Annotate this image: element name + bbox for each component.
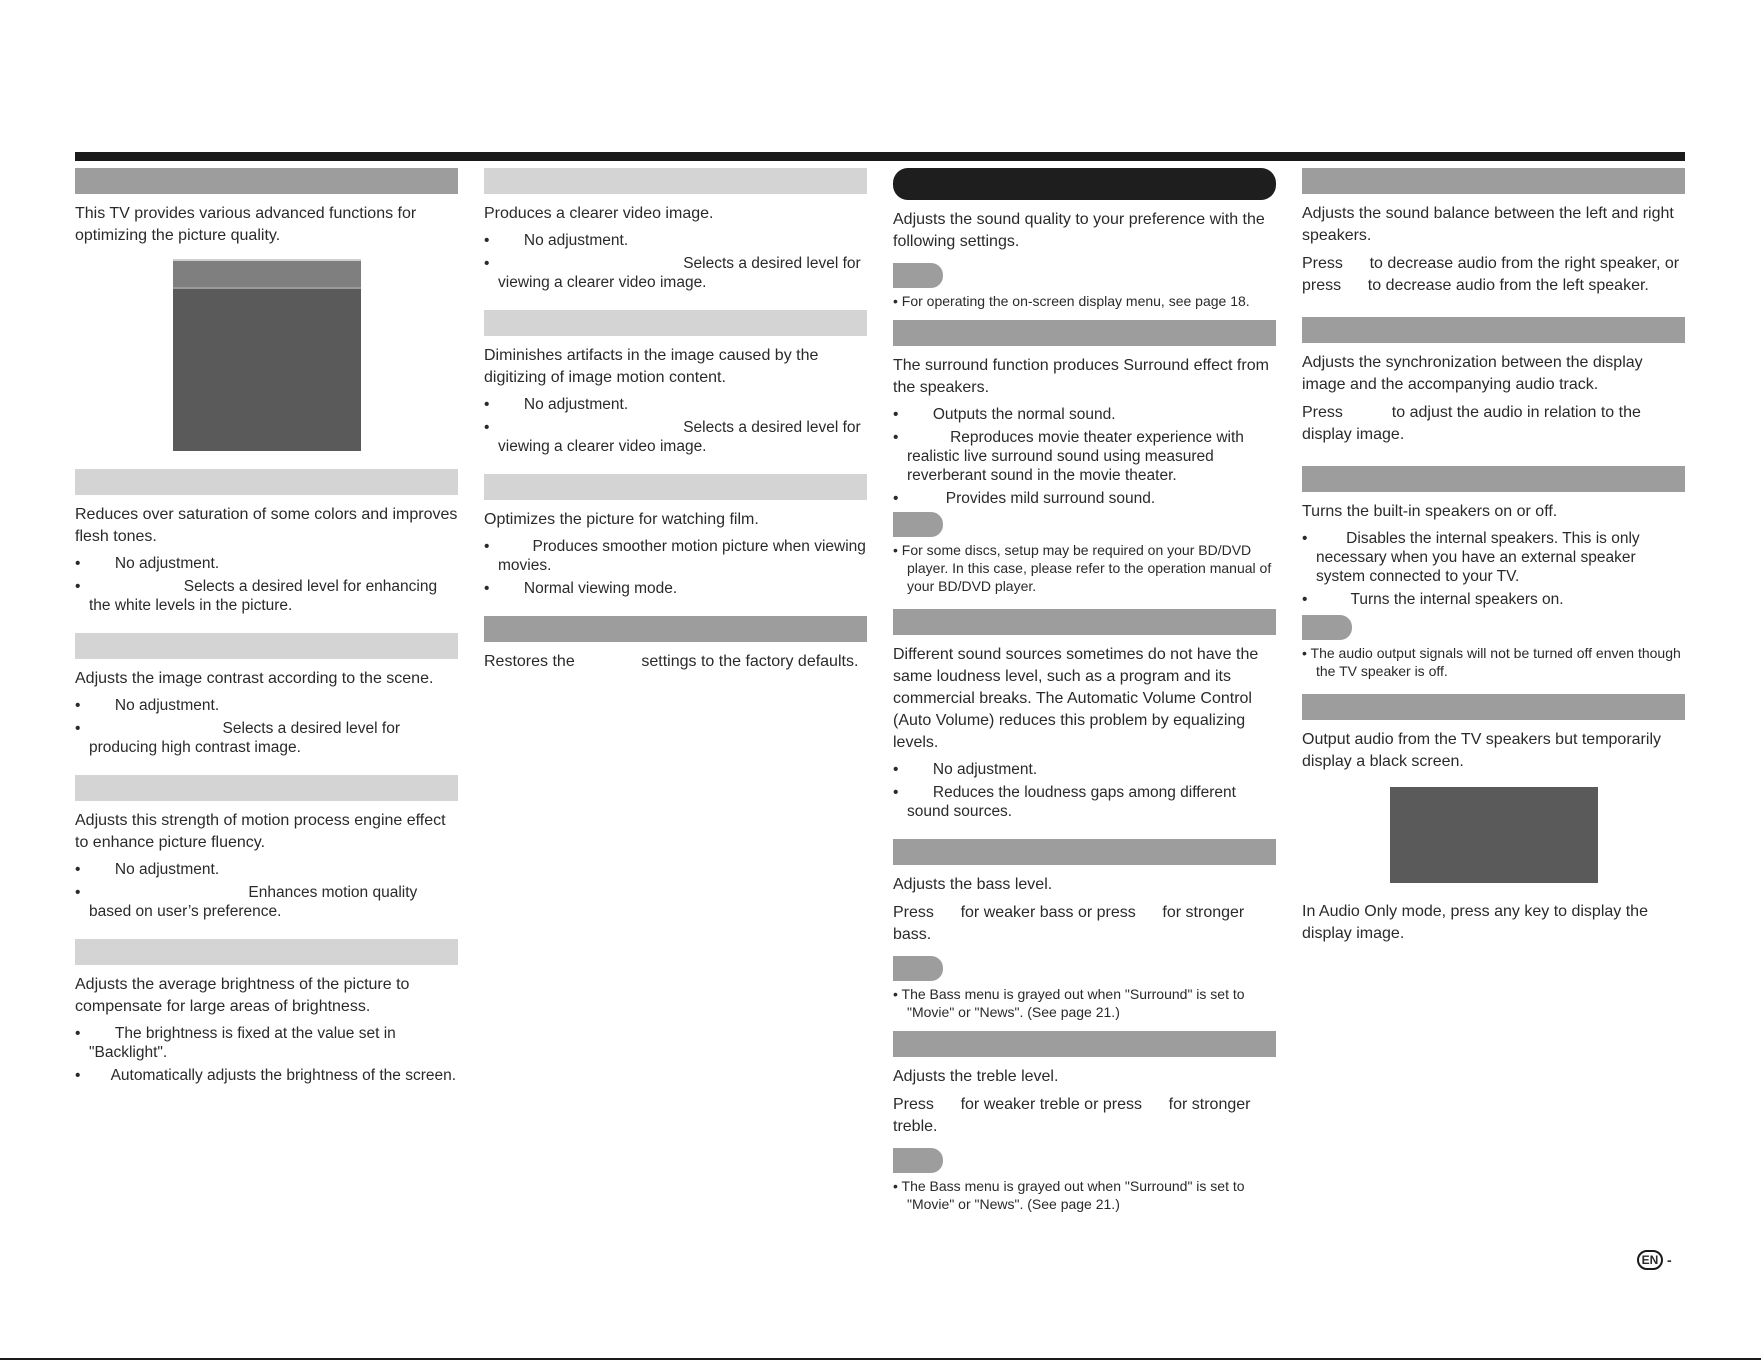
section-text: In Audio Only mode, press any key to display the display image. [1302,903,1648,942]
column-3 [893,168,1276,1217]
column-2 [484,168,867,679]
bullet-item: • No adjustment. [75,861,220,878]
bullet-item: • Selects a desired level for enhancing the white levels in the picture. [75,578,438,614]
section-header-bar [484,310,867,336]
bullet-item: • No adjustment. [75,697,220,714]
section-header-bar [75,168,458,194]
section-text: Turns the built-in speakers on or off. [1302,503,1558,520]
intro-text: Adjusts the sound quality to your preference with the following settings. [893,211,1265,250]
bullet-item: • Enhances motion quality based on user’s preference. [75,884,418,920]
bullet-item: • No adjustment. [484,232,629,249]
menu-illustration [173,259,361,451]
note-text: • The Bass menu is grayed out when "Surround" is set to "Movie" or "News". (See page 21.) [893,986,1245,1020]
section-text: Adjusts the average brightness of the picture to compensate for large areas of brightness. [75,976,410,1015]
section-text: Optimizes the picture for watching film. [484,511,759,528]
section-text: Produces a clearer video image. [484,205,714,222]
section-header-bar [893,609,1276,635]
bullet-item: • Normal viewing mode. [484,580,678,597]
section-text: Adjusts the sound balance between the left and right speakers. [1302,205,1674,244]
note-tag [893,512,943,537]
column-1 [75,168,458,1089]
bullet-item: • Selects a desired level for producing high contrast image. [75,720,401,756]
section-header-bar [893,1031,1276,1057]
bullet-item: • Produces smoother motion picture when viewing movies. [484,538,866,574]
bullet-item: • Selects a desired level for viewing a clearer video image. [484,419,861,455]
bullet-item: • No adjustment. [484,396,629,413]
section-header-bar [75,469,458,495]
section-text: Press to adjust the audio in relation to the display image. [1302,404,1641,443]
note-tag [1302,615,1352,640]
bullet-item: • Outputs the normal sound. [893,406,1116,423]
section-text: Adjusts this strength of motion process engine effect to enhance picture fluency. [75,812,446,851]
note-text: • For operating the on-screen display menu, see page 18. [893,293,1250,309]
bullet-item: • Reduces the loudness gaps among different sound sources. [893,784,1236,820]
section-text: Diminishes artifacts in the image caused by the digitizing of image motion content. [484,347,819,386]
chapter-header-pill [893,168,1276,200]
section-header-bar [1302,694,1685,720]
bullet-item: • Disables the internal speakers. This is only necessary when you have an external speaker system connected to your TV. [1302,530,1640,585]
bullet-item: • Selects a desired level for viewing a clearer video image. [484,255,861,291]
top-rule [75,152,1685,161]
section-text: Press to decrease audio from the right speaker, or press to decrease audio from the left speaker. [1302,255,1680,294]
section-header-bar [484,474,867,500]
note-tag [893,956,943,981]
page-dash: - [1667,1252,1672,1268]
bottom-rule [0,1358,1761,1360]
column-4 [1302,168,1685,951]
section-header-bar [75,633,458,659]
note-tag [893,263,943,288]
bullet-item: • No adjustment. [75,555,220,572]
section-header-bar [75,939,458,965]
section-text: Reduces over saturation of some colors and improves flesh tones. [75,506,458,545]
section-text: Different sound sources sometimes do not have the same loudness level, such as a program and its commercial breaks. The Automatic Volume Control (Auto Volume) reduces this problem by equalizing levels. [893,646,1259,751]
section-text: Press for weaker bass or press for stronger bass. [893,904,1245,943]
bullet-item: • Reproduces movie theater experience with realistic live surround sound using measured reverberant sound in the movie theater. [893,429,1244,484]
intro-text: This TV provides various advanced functions for optimizing the picture quality. [75,205,417,244]
section-text: Adjusts the synchronization between the display image and the accompanying audio track. [1302,354,1643,393]
language-marker [1637,1250,1672,1270]
section-header-bar [484,168,867,194]
section-text: Adjusts the image contrast according to the scene. [75,670,434,687]
section-header-bar [893,320,1276,346]
section-header-bar [893,839,1276,865]
section-text: Press for weaker treble or press for stronger treble. [893,1096,1251,1135]
bullet-item: • Turns the internal speakers on. [1302,591,1564,608]
note-text: • For some discs, setup may be required on your BD/DVD player. In this case, please refer to the operation manual of your BD/DVD player. [893,542,1272,594]
section-header-bar [1302,317,1685,343]
section-text: Adjusts the treble level. [893,1068,1059,1085]
section-header-bar [1302,466,1685,492]
section-text: The surround function produces Surround effect from the speakers. [893,357,1269,396]
en-badge: EN [1637,1250,1663,1270]
section-header-bar [75,775,458,801]
note-text: • The audio output signals will not be turned off enven though the TV speaker is off. [1302,645,1681,679]
black-screen-illustration [1390,787,1598,883]
section-header-bar [1302,168,1685,194]
bullet-item: • Automatically adjusts the brightness of the screen. [75,1067,457,1084]
bullet-item: • Provides mild surround sound. [893,490,1156,507]
section-text: Restores the settings to the factory defaults. [484,653,859,670]
section-header-bar [484,616,867,642]
section-text: Output audio from the TV speakers but temporarily display a black screen. [1302,731,1661,770]
section-text: Adjusts the bass level. [893,876,1053,893]
note-tag [893,1148,943,1173]
bullet-item: • No adjustment. [893,761,1038,778]
bullet-item: • The brightness is fixed at the value set in "Backlight". [75,1025,396,1061]
note-text: • The Bass menu is grayed out when "Surround" is set to "Movie" or "News". (See page 21.) [893,1178,1245,1212]
